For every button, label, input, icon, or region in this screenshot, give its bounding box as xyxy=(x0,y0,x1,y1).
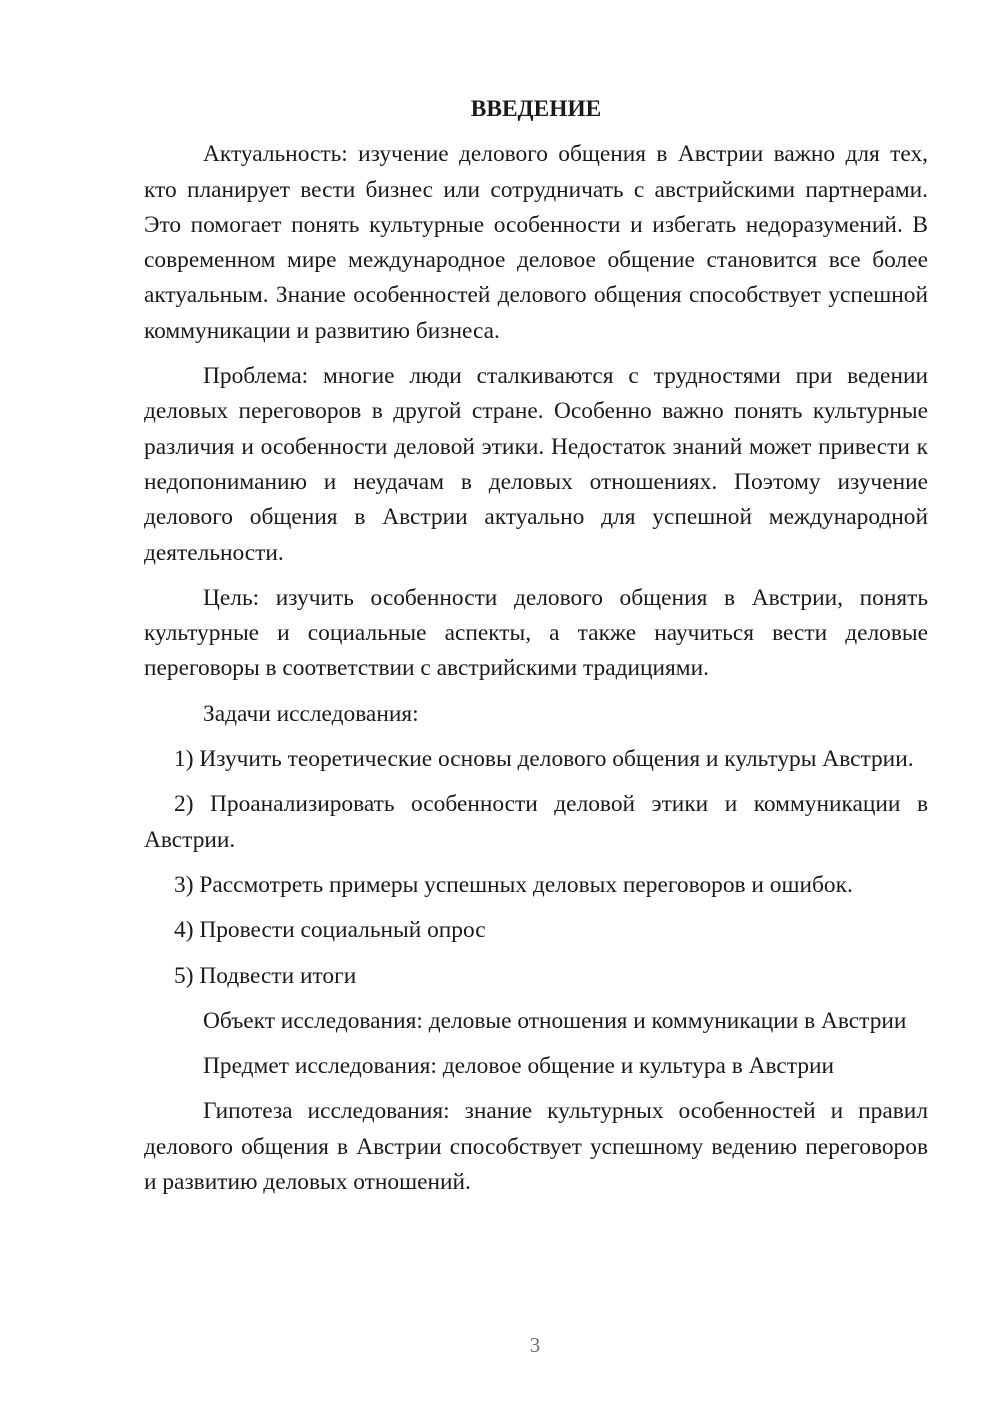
paragraph-relevance: Актуальность: изучение делового общения в Австрии важно для тех, кто планирует вести бизнес или сотрудничать с австрийскими партнерами. Это помогает понять культурные особенности и избегать недоразумений. В современном мире международное деловое общение становится все более актуальным. Знание особенностей делового общения способствует успешной коммуникации и развитию бизнеса. xyxy=(144,141,928,344)
paragraph-goal: Цель: изучить особенности делового общения в Австрии, понять культурные и социальные аспекты, а также научиться вести деловые переговоры в соответствии с австрийскими традициями. xyxy=(144,584,928,682)
paragraph-hypothesis: Гипотеза исследования: знание культурных особенностей и правил делового общения в Австрии способствует успешному ведению переговоров и развитию деловых отношений. xyxy=(144,1098,928,1196)
tasks-list xyxy=(144,742,928,994)
tasks-heading: Задачи исследования: xyxy=(203,700,419,727)
paragraph-subject: Предмет исследования: деловое общение и культура в Австрии xyxy=(203,1053,835,1080)
paragraph-object: Объект исследования: деловые отношения и коммуникации в Австрии xyxy=(203,1007,907,1034)
list-item: 5) Подвести итоги xyxy=(174,962,357,989)
page-title: ВВЕДЕНИЕ xyxy=(470,96,602,122)
list-item: 4) Провести социальный опрос xyxy=(174,917,486,944)
page-number: 3 xyxy=(529,1333,541,1357)
list-item: 3) Рассмотреть примеры успешных деловых переговоров и ошибок. xyxy=(174,871,853,898)
list-item: 2) Проанализировать особенности деловой этики и коммуникации в Австрии. xyxy=(144,791,928,853)
list-item: 1) Изучить теоретические основы делового общения и культуры Австрии. xyxy=(174,746,914,773)
page-content xyxy=(144,92,928,1210)
paragraph-problem: Проблема: многие люди сталкиваются с трудностями при ведении деловых переговоров в другой стране. Особенно важно понять культурные различия и особенности деловой этики. Недостаток знаний может привести к недопониманию и неудачам в деловых отношениях. Поэтому изучение делового общения в Австрии актуально для успешной международной деятельности. xyxy=(144,363,928,566)
